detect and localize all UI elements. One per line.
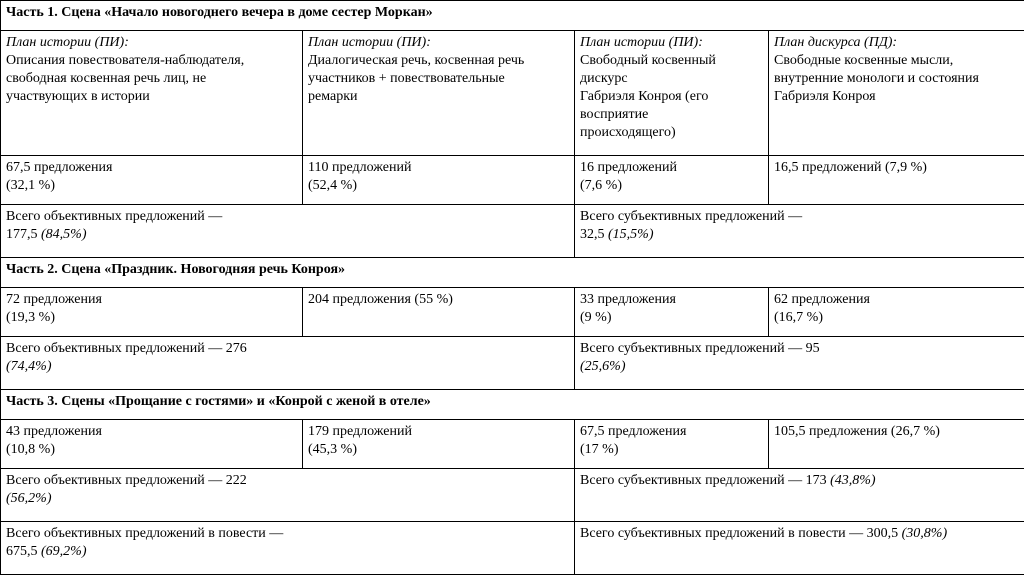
header-line: свободная косвенная речь лиц, не [6,70,297,88]
total-objective [1,522,575,575]
subjective-value-line [580,226,1019,244]
count-percent: (10,8 %) [6,441,297,459]
header-line: Диалогическая речь, косвенная речь [308,52,569,70]
subjective-label: Всего субъективных предложений в повести — 300,5 [580,526,902,541]
part1-count-col3 [575,156,769,205]
part2-count-col2 [303,288,575,337]
part2-count-col1 [1,288,303,337]
header-line: Свободный косвенный [580,52,763,70]
part1-subjective-total [575,205,1024,258]
part1-header-col2 [303,31,575,156]
header-line: внутренние монологи и состояния [774,70,1019,88]
count-percent: (19,3 %) [6,309,297,327]
subjective-percent: (25,6%) [580,358,1019,376]
part1-header-col4 [769,31,1024,156]
subjective-percent: (30,8%) [902,526,948,541]
subjective-value: 32,5 [580,227,605,242]
subjective-line [580,525,1019,543]
objective-label: Всего объективных предложений — 276 [6,340,569,358]
count-value: 67,5 предложения [6,159,297,177]
count-value: 16,5 предложений (7,9 %) [774,159,1019,177]
header-line: Описания повествователя-наблюдателя, [6,52,297,70]
count-value: 72 предложения [6,291,297,309]
count-percent: (9 %) [580,309,763,327]
count-value: 43 предложения [6,423,297,441]
part3-count-col4 [769,420,1024,469]
count-value: 16 предложений [580,159,763,177]
header-label: План истории (ПИ): [308,34,569,52]
count-value: 204 предложения (55 %) [308,291,569,309]
count-percent: (17 %) [580,441,763,459]
part3-count-col1 [1,420,303,469]
part1-title: Часть 1. Сцена «Начало новогоднего вечера в доме сестер Моркан» [1,1,1024,31]
objective-value-line [6,226,569,244]
subjective-line [580,472,1019,490]
header-line: участников + повествовательные [308,70,569,88]
part3-objective-total [1,469,575,522]
count-percent: (32,1 %) [6,177,297,195]
objective-value: 675,5 [6,544,38,559]
count-percent: (45,3 %) [308,441,569,459]
count-value: 62 предложения [774,291,1019,309]
objective-percent: (56,2%) [6,490,569,508]
part2-count-col4 [769,288,1024,337]
part1-count-col4 [769,156,1024,205]
header-label: План истории (ПИ): [6,34,297,52]
subjective-label: Всего субъективных предложений — 173 [580,473,830,488]
count-percent: (7,6 %) [580,177,763,195]
part1-header-col1 [1,31,303,156]
count-value: 33 предложения [580,291,763,309]
part1-count-col1 [1,156,303,205]
header-line: участвующих в истории [6,88,297,106]
objective-percent: (69,2%) [41,544,87,559]
total-subjective [575,522,1024,575]
part3-title: Часть 3. Сцены «Прощание с гостями» и «Конрой с женой в отеле» [1,390,1024,420]
count-value: 105,5 предложения (26,7 %) [774,423,1019,441]
part2-objective-total [1,337,575,390]
subjective-label: Всего субъективных предложений — [580,208,1019,226]
objective-value-line [6,543,569,561]
objective-label: Всего объективных предложений — [6,208,569,226]
count-value: 179 предложений [308,423,569,441]
header-label: План истории (ПИ): [580,34,763,52]
count-percent: (52,4 %) [308,177,569,195]
part1-count-col2 [303,156,575,205]
objective-label: Всего объективных предложений — 222 [6,472,569,490]
objective-percent: (84,5%) [41,227,87,242]
count-value: 110 предложений [308,159,569,177]
header-line: дискурс [580,70,763,88]
subjective-label: Всего субъективных предложений — 95 [580,340,1019,358]
header-label: План дискурса (ПД): [774,34,1019,52]
part3-count-col2 [303,420,575,469]
subjective-percent: (43,8%) [830,473,876,488]
header-line: Свободные косвенные мысли, [774,52,1019,70]
objective-label: Всего объективных предложений в повести — [6,525,569,543]
header-line: ремарки [308,88,569,106]
part3-count-col3 [575,420,769,469]
objective-value: 177,5 [6,227,38,242]
part1-header-col3 [575,31,769,156]
part2-count-col3 [575,288,769,337]
header-line: восприятие [580,106,763,124]
subjective-percent: (15,5%) [608,227,654,242]
count-value: 67,5 предложения [580,423,763,441]
part1-objective-total [1,205,575,258]
header-line: Габриэля Конроя (его [580,88,763,106]
part2-title: Часть 2. Сцена «Праздник. Новогодняя речь Конроя» [1,258,1024,288]
header-line: происходящего) [580,124,763,142]
part2-subjective-total [575,337,1024,390]
part3-subjective-total [575,469,1024,522]
objective-percent: (74,4%) [6,358,569,376]
count-percent: (16,7 %) [774,309,1019,327]
header-line: Габриэля Конроя [774,88,1019,106]
